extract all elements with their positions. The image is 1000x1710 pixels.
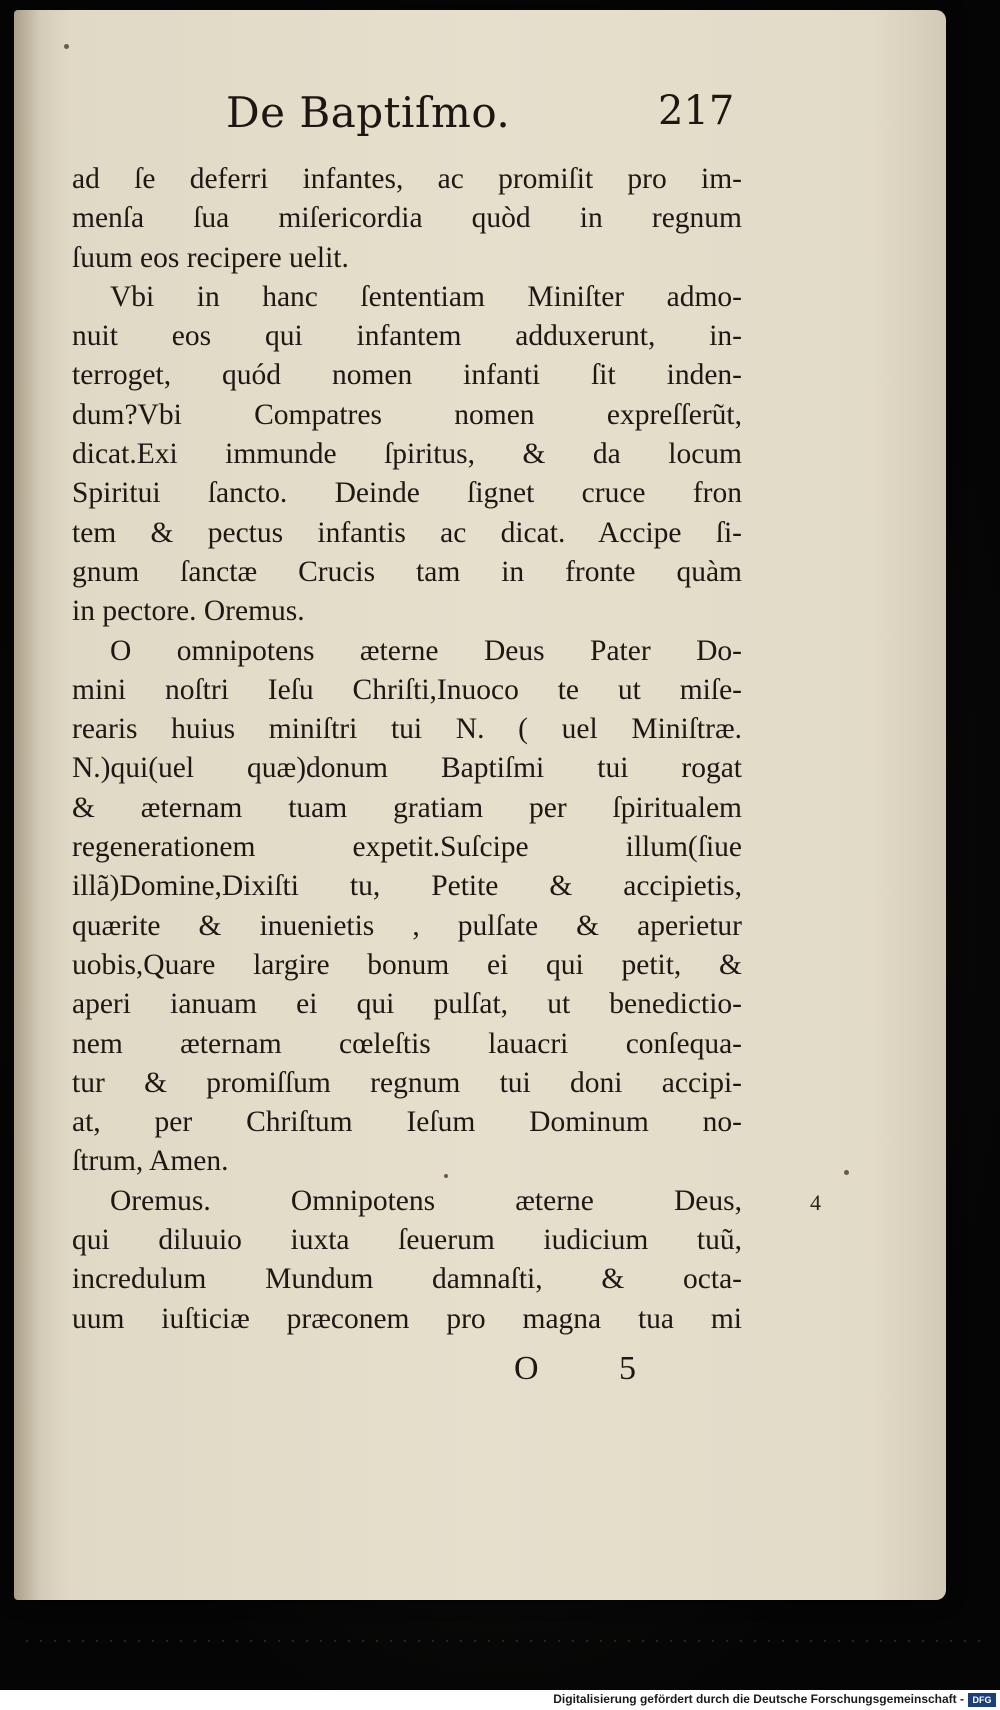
ink-speck <box>444 1174 448 1178</box>
text-line: in pectore. Oremus. <box>72 595 305 628</box>
dfg-logo-icon: DFG <box>968 1693 996 1707</box>
page-gutter-shadow <box>14 10 40 1600</box>
text-line: quærite & inuenietis , pulſate & aperietur <box>72 909 742 942</box>
scan-edge-texture <box>20 1640 980 1642</box>
text-line: uobis,Quare largire bonum ei qui petit, & <box>72 948 742 981</box>
text-line: terroget, quód nomen infanti ſit inden- <box>72 359 742 392</box>
signature-mark: O 5 <box>514 1350 673 1387</box>
text-line: nem æternam cœleſtis lauacri conſequa- <box>72 1027 742 1060</box>
text-line: Oremus. Omnipotens æterne Deus, <box>110 1184 742 1217</box>
text-line: N.)qui(uel quæ)donum Baptiſmi tui rogat <box>72 752 742 785</box>
text-line: incredulum Mundum damnaſti, & octa- <box>72 1263 742 1296</box>
ink-speck <box>64 44 69 49</box>
text-line: Spiritui ſancto. Deinde ſignet cruce fron <box>72 477 742 510</box>
text-line: dum?Vbi Compatres nomen expreſſerũt, <box>72 398 742 431</box>
ink-speck <box>844 1170 849 1175</box>
text-line: & æternam tuam gratiam per ſpiritualem <box>72 791 742 824</box>
text-line: mini noſtri Ieſu Chriſti,Inuoco te ut miſe- <box>72 673 742 706</box>
text-line: illã)Domine,Dixiſti tu, Petite & accipietis, <box>72 870 742 903</box>
text-line: nuit eos qui infantem adduxerunt, in- <box>72 320 742 353</box>
text-line: ſuum eos recipere uelit. <box>72 241 349 274</box>
text-line: rearis huius miniſtri tui N. ( uel Miniſtræ. <box>72 713 742 746</box>
text-line: O omnipotens æterne Deus Pater Do- <box>110 634 742 667</box>
text-line: dicat.Exi immunde ſpiritus, & da locum <box>72 438 742 471</box>
digitization-footer <box>0 1690 1000 1710</box>
text-line: gnum ſanctæ Crucis tam in fronte quàm <box>72 555 742 588</box>
footer-credit: Digitalisierung gefördert durch die Deutsche Forschungsgemeinschaft - <box>553 1692 964 1706</box>
text-line: at, per Chriſtum Ieſum Dominum no- <box>72 1106 742 1139</box>
text-line: qui diluuio iuxta ſeuerum iudicium tuũ, <box>72 1224 742 1257</box>
body-text <box>72 160 742 1339</box>
book-page <box>14 10 946 1600</box>
text-line: aperi ianuam ei qui pulſat, ut benedictio- <box>72 988 742 1021</box>
page-header <box>14 88 946 148</box>
text-line: ad ſe deferri infantes, ac promiſit pro im- <box>72 163 742 195</box>
page-number: 217 <box>658 88 735 134</box>
text-line: tem & pectus infantis ac dicat. Accipe ſi- <box>72 516 742 549</box>
text-line: Vbi in hanc ſententiam Miniſter admo- <box>110 280 742 313</box>
text-line: uum iuſticiæ præconem pro magna tua mi <box>72 1302 742 1335</box>
text-line: menſa ſua miſericordia quòd in regnum <box>72 202 742 235</box>
margin-note: 4 <box>810 1190 821 1215</box>
text-line: tur & promiſſum regnum tui doni accipi- <box>72 1066 742 1099</box>
running-head: De Baptiſmo. <box>226 88 511 137</box>
text-line: regenerationem expetit.Suſcipe illum(ſiue <box>72 831 742 864</box>
text-line: ſtrum, Amen. <box>72 1145 229 1178</box>
